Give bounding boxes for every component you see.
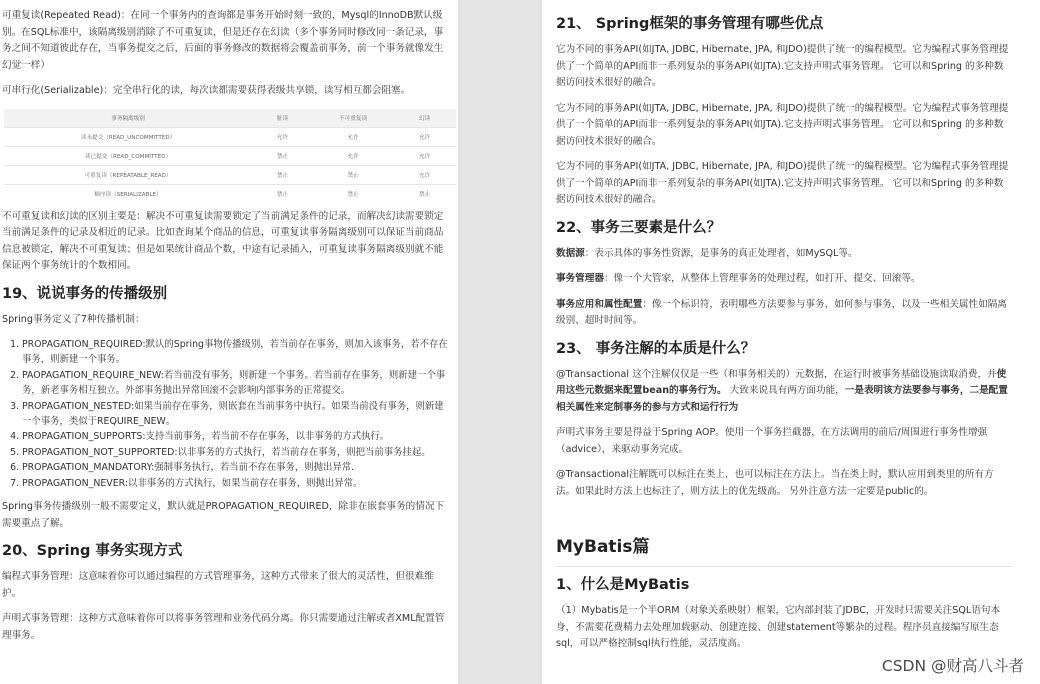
- table-cell: 读未提交（READ_UNCOMMITTED）: [4, 127, 252, 146]
- table-header-cell: 事务隔离级别: [4, 109, 252, 128]
- list-item: 7. PROPAGATION_NEVER:以非事务的方式执行，如果当前存在事务，则抛出异常。: [22, 476, 452, 491]
- paragraph-mybatis: （1）Mybatis是一个半ORM（对象关系映射）框架，它内部封装了JDBC，开发时只需要关注SQL语句本身，不需要花费精力去处理加载驱动、创建连接、创建statement等繁杂的过程。程序员直接编写原生态sql，可以严格控制sql执行性能，灵活度高。: [556, 605, 1001, 649]
- table-cell: 允许: [252, 127, 313, 146]
- table-cell: 允许: [393, 127, 456, 146]
- heading-mybatis-1: 1、什么是MyBatis: [556, 577, 690, 593]
- paragraph-23-b: 声明式事务主要是得益于Spring AOP。使用一个事务拦截器，在方法调用的前后/周围进行事务性增强（advice），来驱动事务完成。: [556, 427, 988, 455]
- paragraph-datasource: [556, 246, 1012, 263]
- paragraph-repeatable-read: 可重复读(Repeated Read)：在同一个事务内的查询都是事务开始时刻一致的，Mysql的InnoDB默认级别。在SQL标准中，该隔离级别消除了不可重复读，但是还存在幻读（多个事务同时修改同一条记录，事务之间不知道彼此存在，当事务提交之后，后面的事务修改的数据将会覆盖前事务，前一个事务就像发生幻觉一样）: [2, 10, 444, 71]
- text-tx-manager: ：像一个大管家，从整体上管理事务的处理过程，如打开、提交、回滚等。: [603, 273, 921, 284]
- table-row: [4, 146, 456, 165]
- text-bold-segment: 一是表明该方法要参与事务，二是配置相关属性来定制事务的参与方式和运行行为: [556, 385, 1008, 413]
- isolation-level-table: [4, 109, 456, 203]
- paragraph-programmatic: 编程式事务管理：这意味着你可以通过编程的方式管理事务，这种方式带来了很大的灵活性，但很难维护。: [2, 571, 434, 599]
- list-item: 6. PROPAGATION_MANDATORY:强制事务执行，若当前不存在事务，则抛出异常.: [22, 460, 452, 475]
- csdn-watermark: CSDN @财高八斗者: [881, 657, 1024, 675]
- paragraph-21-a: 它为不同的事务API(如JTA, JDBC, Hibernate, JPA, 和JDO)提供了统一的编程模型。它为编程式事务管理提供了一个简单的API而非一系列复杂的事务API(如JTA).它支持声明式事务管理。 它可以和Spring 的多种数据访问技术很好的融合。: [556, 44, 1009, 88]
- table-cell: 允许: [313, 127, 393, 146]
- heading-mybatis-section: MyBatis篇: [556, 537, 650, 557]
- table-cell: 允许: [393, 146, 456, 165]
- table-cell: 允许: [393, 165, 456, 184]
- section-divider: [556, 566, 1012, 567]
- table-cell: 禁止: [393, 184, 456, 203]
- table-cell: 禁止: [252, 165, 313, 184]
- table-cell: 禁止: [313, 165, 393, 184]
- text-segment: 大致来说具有两方面功能，: [726, 385, 845, 396]
- label-tx-config: 事务应用和属性配置: [556, 298, 643, 310]
- list-item: 5. PROPAGATION_NOT_SUPPORTED:以非事务的方式执行，若当前存在事务，则把当前事务挂起。: [22, 445, 452, 460]
- text-bold-segment: 使用这些元数据来配置bean的事务行为。: [556, 368, 1007, 396]
- table-cell: 禁止: [252, 146, 313, 165]
- heading-20: 20、Spring 事务实现方式: [2, 543, 183, 560]
- paragraph-21-b: 它为不同的事务API(如JTA, JDBC, Hibernate, JPA, 和JDO)提供了统一的编程模型。它为编程式事务管理提供了一个简单的API而非一系列复杂的事务API(如JTA).它支持声明式事务管理。 它可以和Spring 的多种数据访问技术很好的融合。: [556, 102, 1009, 147]
- left-page: [0, 0, 458, 684]
- heading-21: 21、 Spring框架的事务管理有哪些优点: [556, 16, 824, 32]
- table-row: [4, 184, 456, 203]
- paragraph-serializable: 可串行化(Serializable)：完全串行化的读，每次读都需要获得表级共享锁，读写相互都会阻塞。: [2, 85, 411, 96]
- heading-19: 19、说说事务的传播级别: [2, 285, 168, 302]
- list-item: 4. PROPAGATION_SUPPORTS:支持当前事务，若当前不存在事务，以非事务的方式执行。: [22, 429, 452, 444]
- label-tx-manager: 事务管理器: [556, 273, 604, 284]
- paragraph-declarative: 声明式事务管理：这种方式意味着你可以将事务管理和业务代码分离。你只需要通过注解或者XML配置管理事务。: [2, 613, 445, 641]
- table-cell: 禁止: [252, 184, 313, 203]
- table-cell: 顺序读（SERIALIZABLE）: [4, 184, 252, 203]
- text-segment: @Transactional 这个注解仅仅是一些（和事务相关的）元数据，在运行时被事务基础设施读取消费，并: [556, 368, 997, 380]
- table-header-row: [4, 109, 456, 128]
- paragraph-tx-config: [556, 297, 1012, 330]
- propagation-list: [2, 337, 452, 491]
- label-datasource: 数据源: [556, 247, 585, 259]
- right-page: [542, 0, 1040, 684]
- table-cell: 可重复读（REPEATABLE_READ）: [4, 165, 252, 184]
- table-header-cell: 脏读: [252, 109, 313, 128]
- page-gutter: [458, 0, 542, 684]
- table-header-cell: 幻读: [393, 109, 456, 128]
- paragraph-default-propagation: Spring事务传播级别一般不需要定义，默认就是PROPAGATION_REQUIRED，除非在嵌套事务的情况下需要重点了解。: [2, 501, 445, 529]
- table-cell: 允许: [313, 146, 393, 165]
- paragraph-intro-19: Spring事务定义了7种传播机制：: [2, 313, 145, 325]
- list-item: 3. PROPAGATION_NESTED:如果当前存在事务，则嵌套在当前事务中执行。如果当前没有事务，则新建一个事务，类似于REQUIRE_NEW。: [22, 399, 452, 430]
- list-item: 2. PAOPAGATION_REQUIRE_NEW:若当前没有事务，则新建一个事务。若当前存在事务，则新建一个事务，新老事务相互独立。外部事务抛出异常回滚不会影响内部事务的正常提交。: [22, 368, 452, 399]
- list-item: 1. PROPAGATION_REQUIRED:默认的Spring事物传播级别，若当前存在事务，则加入该事务，若不存在事务，则新建一个事务。: [22, 337, 452, 368]
- text-tx-config: ：像一个标识符，表明哪些方法要参与事务，如何参与事务，以及一些相关属性如隔离级别、超时时间等。: [556, 298, 1007, 326]
- table-cell: 读已提交（READ_COMMITTED）: [4, 146, 252, 165]
- paragraph-21-c: 它为不同的事务API(如JTA, JDBC, Hibernate, JPA, 和JDO)提供了统一的编程模型。它为编程式事务管理提供了一个简单的API而非一系列复杂的事务API(如JTA).它支持声明式事务管理。 它可以和Spring 的多种数据访问技术很好的融合。: [556, 161, 1009, 205]
- heading-23: 23、 事务注解的本质是什么？: [556, 340, 756, 357]
- paragraph-23-c: @Transactional注解既可以标注在类上，也可以标注在方法上。当在类上时，默认应用到类里的所有方法。如果此时方法上也标注了，则方法上的优先级高。 另外注意方法一定要是public的。: [556, 469, 994, 497]
- table-header-cell: 不可重复读: [313, 109, 393, 128]
- heading-22: 22、事务三要素是什么？: [556, 219, 722, 236]
- table-row: [4, 165, 456, 184]
- table-row: [4, 127, 456, 146]
- paragraph-difference: 不可重复读和幻读的区别主要是：解决不可重复读需要锁定了当前满足条件的记录，而解决幻读需要锁定当前满足条件的记录及相近的记录。比如查询某个商品的信息，可重复读事务隔离级别可以保证当前商品信息被锁定，解决不可重复读；但是如果统计商品个数，中途有记录插入，可重复读事务隔离级别就不能保证两个事务统计的个数相同。: [2, 210, 444, 271]
- paragraph-23-a: [556, 367, 1012, 417]
- text-datasource: ：表示具体的事务性资源，是事务的真正处理者，如MySQL等。: [584, 247, 858, 259]
- table-cell: 禁止: [313, 184, 393, 203]
- paragraph-tx-manager: [556, 271, 1012, 288]
